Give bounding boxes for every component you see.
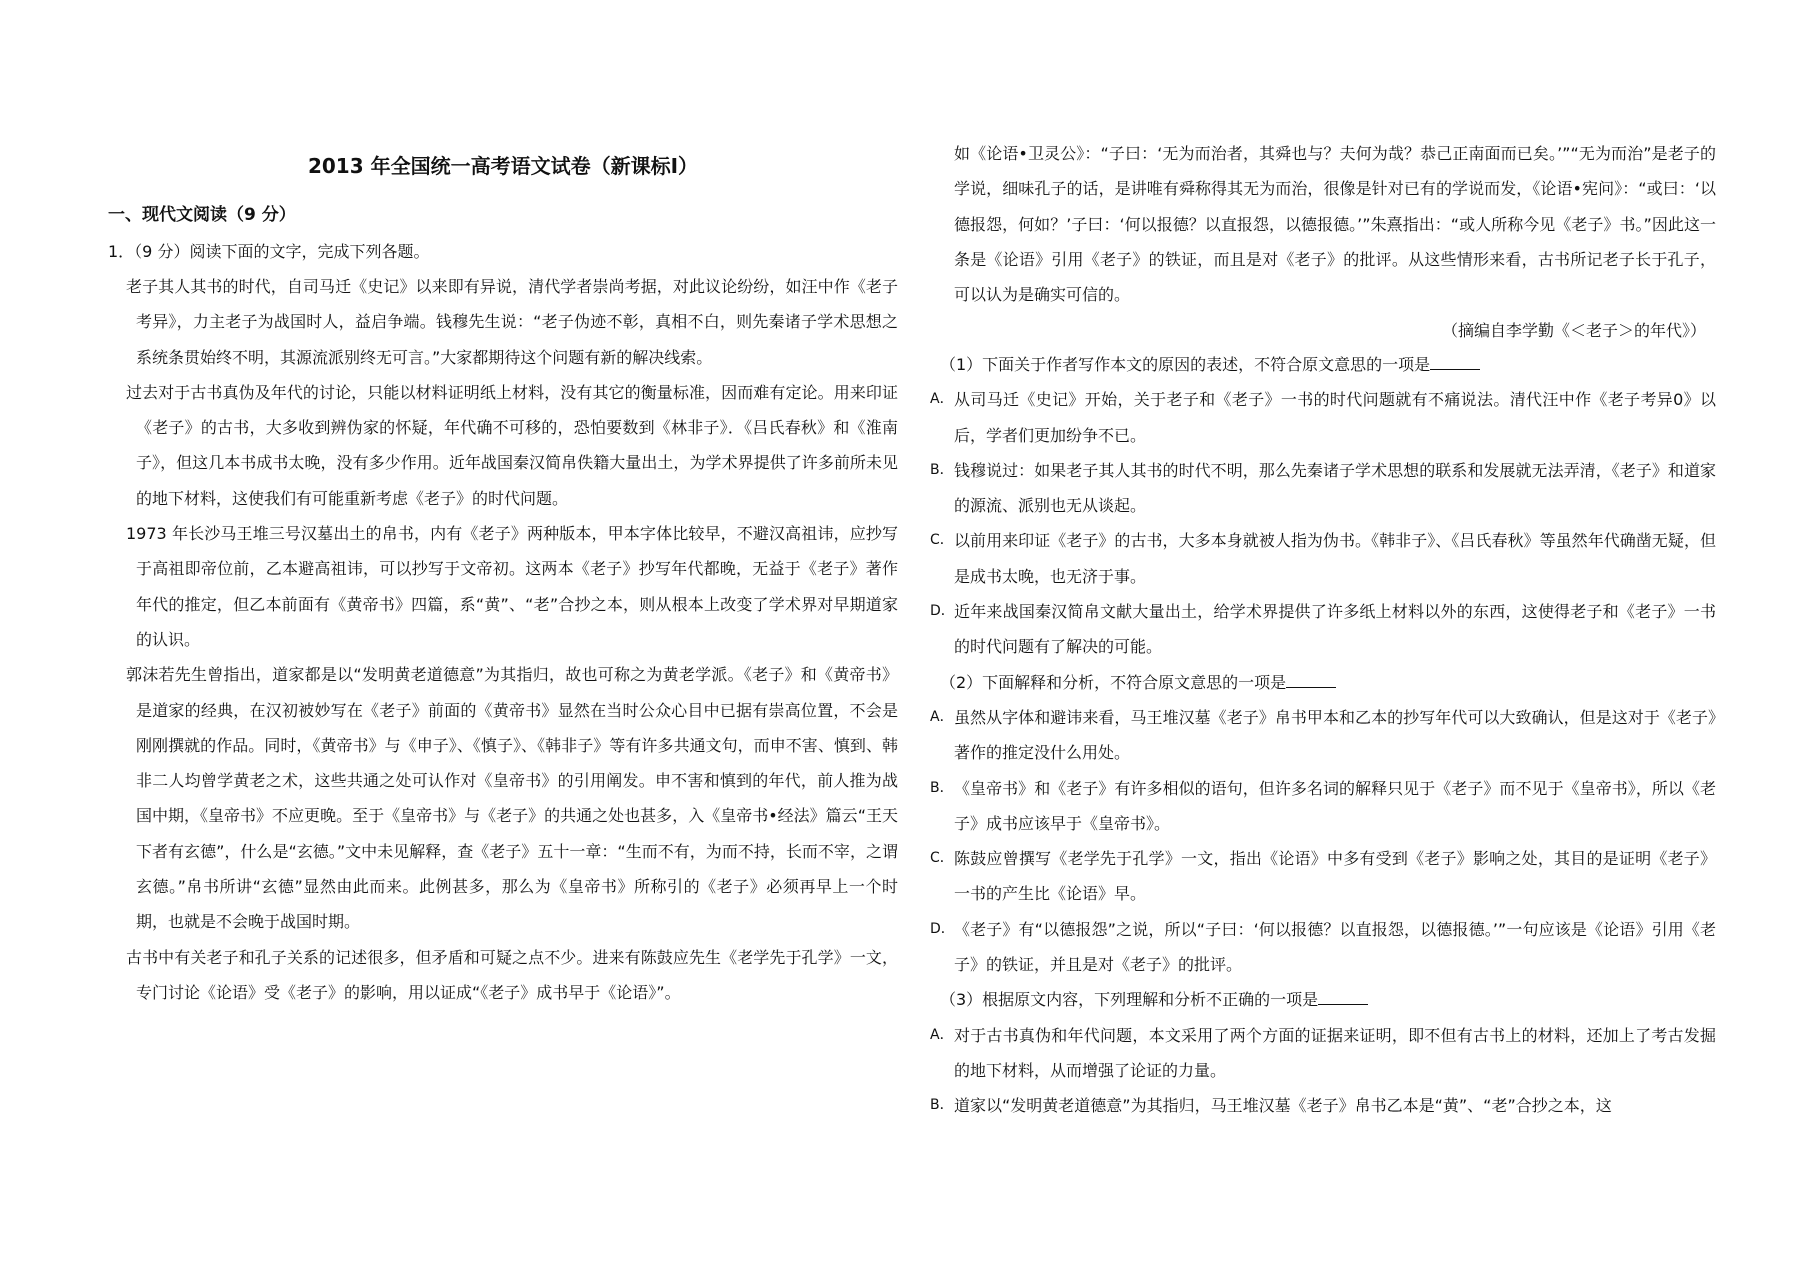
answer-blank	[1286, 671, 1336, 688]
answer-option: C． 陈鼓应曾撰写《老学先于孔学》一文，指出《论语》中多有受到《老子》影响之处，其目的是证明《老子》一书的产生比《论语》早。	[930, 841, 1716, 912]
passage-paragraph: 古书中有关老子和孔子关系的记述很多，但矛盾和可疑之点不少。进来有陈鼓应先生《老学先于孔学》一文，专门讨论《论语》受《老子》的影响，用以证成“《老子》成书早于《论语》”。	[126, 947, 898, 1002]
passage-paragraph: 1973 年长沙马王堆三号汉墓出土的帛书，内有《老子》两种版本，甲本字体比较早，不避汉高祖讳，应抄写于高祖即帝位前，乙本避高祖讳，可以抄写于文帝初。这两本《老子》抄写年代都晚，无益于《老子》著作年代的推定，但乙本前面有《黄帝书》四篇，系“黄”、“老”合抄之本，则从根本上改变了学术界对早期道家的认识。	[126, 524, 898, 649]
passage-paragraph: 过去对于古书真伪及年代的讨论，只能以材料证明纸上材料，没有其它的衡量标准，因而难有定论。用来印证《老子》的古书，大多收到辨伪家的怀疑，年代确不可移的，恐怕要数到《林非子》．《吕氏春秋》和《淮南子》，但这几本书成书太晚，没有多少作用。近年战国秦汉简帛佚籍大量出土，为学术界提供了许多前所未见的地下材料，这使我们有可能重新考虑《老子》的时代问题。	[126, 382, 898, 508]
passage-paragraph: 老子其人其书的时代，自司马迁《史记》以来即有异说，清代学者崇尚考据，对此议论纷纷，如汪中作《老子考异》，力主老子为战国时人，益启争端。钱穆先生说：“老子伪迹不彰，真相不白，则先秦诸子学术思想之系统条贯始终不明，其源流派别终无可言。”大家都期待这个问题有新的解决线索。	[126, 277, 898, 367]
option-letter: C．	[930, 532, 954, 549]
source-citation: （摘编自李学勤《＜老子＞的年代》）	[1441, 321, 1706, 340]
answer-option: B． 道家以“发明黄老道德意”为其指归，马王堆汉墓《老子》帛书乙本是“黄”、“老”合抄之本，这	[930, 1088, 1716, 1123]
answer-option: D． 近年来战国秦汉简帛文献大量出土，给学术界提供了许多纸上材料以外的东西，这使得老子和《老子》一书的时代问题有了解决的可能。	[930, 594, 1716, 665]
passage-continuation	[954, 136, 1716, 312]
answer-option: C． 以前用来印证《老子》的古书，大多本身就被人指为伪书。《韩非子》、《吕氏春秋》等虽然年代确凿无疑，但是成书太晚，也无济于事。	[930, 523, 1716, 594]
page-title: 2013 年全国统一高考语文试卷（新课标Ⅰ）	[307, 154, 699, 178]
answer-blank	[1318, 988, 1368, 1005]
sub-question-stem: （3）根据原文内容，下列理解和分析不正确的一项是	[930, 982, 1716, 1017]
option-letter: A．	[930, 391, 954, 408]
option-letter: A．	[930, 708, 954, 725]
option-letter: B．	[930, 1097, 954, 1114]
sub-question-stem: （2）下面解释和分析，不符合原文意思的一项是	[930, 665, 1716, 700]
reading-passage	[126, 269, 898, 1010]
option-letter: A．	[930, 1026, 954, 1043]
option-letter: B．	[930, 461, 954, 478]
answer-option: A． 虽然从字体和避讳来看，马王堆汉墓《老子》帛书甲本和乙本的抄写年代可以大致确认，但是这对于《老子》著作的推定没什么用处。	[930, 700, 1716, 771]
answer-option: D． 《老子》有“以德报怨”之说，所以“子曰：‘何以报德？以直报怨，以德报德。’”一句应该是《论语》引用《老子》的铁证，并且是对《老子》的批评。	[930, 912, 1716, 983]
option-letter: D．	[930, 603, 955, 620]
passage-paragraph: 郭沫若先生曾指出，道家都是以“发明黄老道德意”为其指归，故也可称之为黄老学派。《老子》和《黄帝书》是道家的经典，在汉初被妙写在《老子》前面的《黄帝书》显然在当时公众心目中已据有崇高位置，不会是刚刚撰就的作品。同时，《黄帝书》与《申子》、《慎子》、《韩非子》等有许多共通文句，而申不害、慎到、韩非二人均曾学黄老之术，这些共通之处可认作对《皇帝书》的引用阐发。申不害和慎到的年代，前人推为战国中期，《皇帝书》不应更晚。至于《皇帝书》与《老子》的共通之处也甚多，入《皇帝书•经法》篇云“王天下者有玄德”，什么是“玄德。”文中未见解释，查《老子》五十一章：“生而不有，为而不持，长而不宰，之谓玄德。”帛书所讲“玄德”显然由此而来。此例甚多，那么为《皇帝书》所称引的《老子》必须再早上一个时期，也就是不会晚于战国时期。	[126, 665, 898, 932]
question-heading: 1．（9 分）阅读下面的文字，完成下列各题。	[108, 242, 430, 261]
option-letter: B．	[930, 779, 954, 796]
section-heading: 一、现代文阅读（9 分）	[108, 205, 296, 225]
sub-question-stem: （1）下面关于作者写作本文的原因的表述，不符合原文意思的一项是	[930, 347, 1716, 382]
answer-option: B． 《皇帝书》和《老子》有许多相似的语句，但许多名词的解释只见于《老子》而不见于《皇帝书》，所以《老子》成书应该早于《皇帝书》。	[930, 771, 1716, 842]
answer-option: A． 对于古书真伪和年代问题，本文采用了两个方面的证据来证明，即不但有古书上的材料，还加上了考古发掘的地下材料，从而增强了论证的力量。	[930, 1018, 1716, 1089]
question-list	[930, 347, 1716, 1124]
option-letter: C．	[930, 850, 954, 867]
passage-paragraph: 如《论语•卫灵公》：“子曰：‘无为而治者，其舜也与？夫何为哉？恭己正南面而已矣。’”“无为而治”是老子的学说，细味孔子的话，是讲唯有舜称得其无为而治，很像是针对已有的学说而发，《论语•宪问》：“或曰：‘以德报怨，何如？’子曰：‘何以报德？以直报怨，以德报德。’”朱熹指出：“或人所称今见《老子》书。”因此这一条是《论语》引用《老子》的铁证，而且是对《老子》的批评。从这些情形来看，古书所记老子长于孔子，可以认为是确实可信的。	[954, 144, 1716, 305]
answer-option: B． 钱穆说过：如果老子其人其书的时代不明，那么先秦诸子学术思想的联系和发展就无法弄清，《老子》和道家的源流、派别也无从谈起。	[930, 453, 1716, 524]
answer-blank	[1430, 353, 1480, 370]
answer-option: A． 从司马迁《史记》开始，关于老子和《老子》一书的时代问题就有不痛说法。清代汪中作《老子考异0》以后，学者们更加纷争不已。	[930, 382, 1716, 453]
option-letter: D．	[930, 920, 955, 937]
